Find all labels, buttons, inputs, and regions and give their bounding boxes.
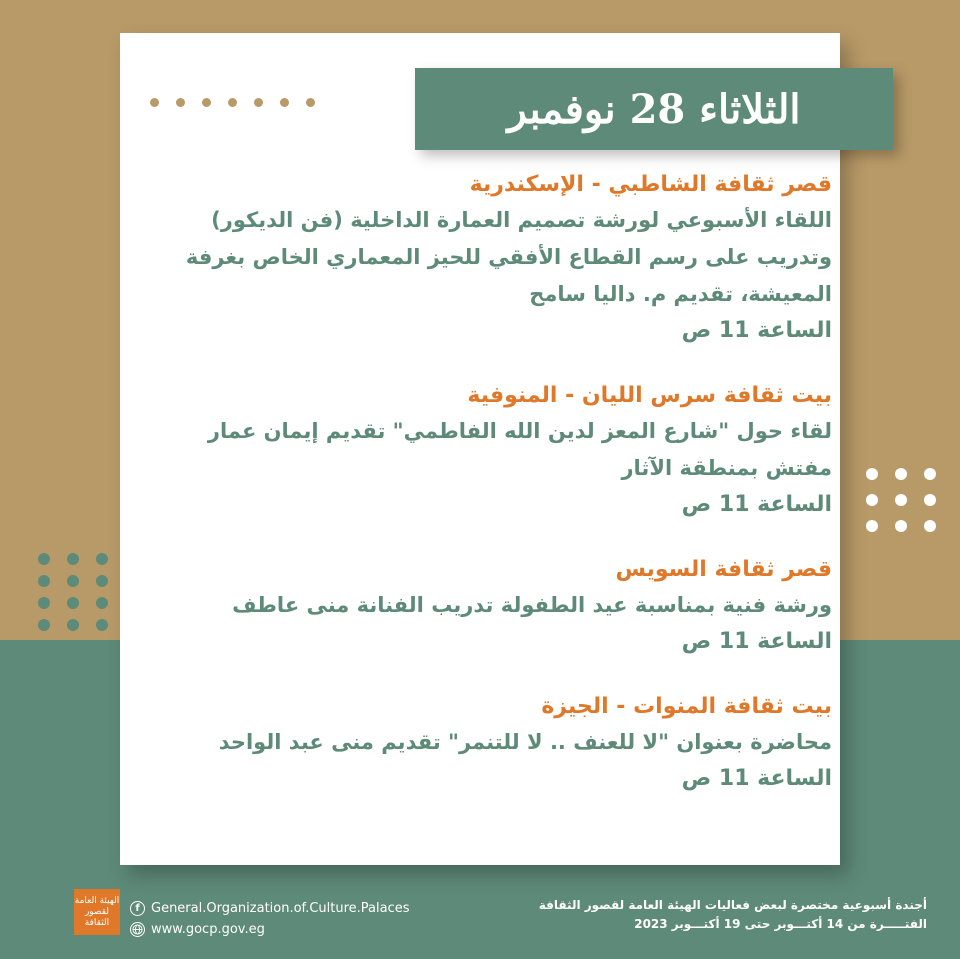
event-venue: قصر ثقافة الشاطبي - الإسكندرية	[469, 172, 832, 197]
event-time: الساعة 11 ص	[681, 492, 832, 517]
event-venue: بيت ثقافة المنوات - الجيزة	[541, 694, 832, 719]
event-item	[160, 379, 832, 523]
facebook-link[interactable]	[130, 898, 410, 919]
footer-links	[130, 898, 410, 940]
organization-logo	[74, 889, 120, 935]
event-time: الساعة 11 ص	[681, 318, 832, 343]
event-description: محاضرة بعنوان "لا للعنف .. لا للتنمر" تقديم منى عبد الواحد	[218, 730, 832, 754]
event-description: ورشة فنية بمناسبة عيد الطفولة تدريب الفنانة منى عاطف	[232, 593, 832, 617]
website-label: www.gocp.gov.eg	[151, 922, 265, 937]
decorative-dots-row	[150, 98, 315, 107]
event-venue: قصر ثقافة السويس	[615, 557, 832, 582]
event-time: الساعة 11 ص	[681, 766, 832, 791]
decorative-dots-right	[866, 468, 936, 532]
agenda-info	[539, 896, 927, 934]
event-item	[160, 168, 832, 349]
facebook-label: General.Organization.of.Culture.Palaces	[151, 901, 410, 916]
event-venue: بيت ثقافة سرس الليان - المنوفية	[467, 383, 832, 408]
globe-icon	[130, 922, 145, 937]
events-list	[160, 168, 832, 827]
event-item	[160, 690, 832, 797]
agenda-line-2: الفتـــــرة من 14 أكتـــوبر حتى 19 أكتـــوبر 2023	[634, 917, 927, 931]
logo-text: الهيئة العامة لقصور الثقافة	[74, 895, 120, 928]
event-time: الساعة 11 ص	[681, 629, 832, 654]
event-description: اللقاء الأسبوعي لورشة تصميم العمارة الداخلية (فن الديكور) وتدريب على رسم القطاع الأفقي للحيز المعماري الخاص بغرفة المعيشة، تقديم م. داليا سامح	[185, 208, 832, 306]
website-link[interactable]	[130, 919, 410, 940]
event-description: لقاء حول "شارع المعز لدين الله الفاطمي" تقديم إيمان عمار مفتش بمنطقة الآثار	[207, 419, 832, 480]
facebook-icon: f	[130, 901, 145, 916]
agenda-line-1: أجندة أسبوعية مختصرة لبعض فعاليات الهيئة العامة لقصور الثقافة	[538, 898, 927, 912]
decorative-dots-left	[38, 553, 108, 631]
date-title: الثلاثاء 28 نوفمبر	[507, 85, 801, 133]
event-item	[160, 553, 832, 660]
date-banner	[415, 68, 893, 150]
